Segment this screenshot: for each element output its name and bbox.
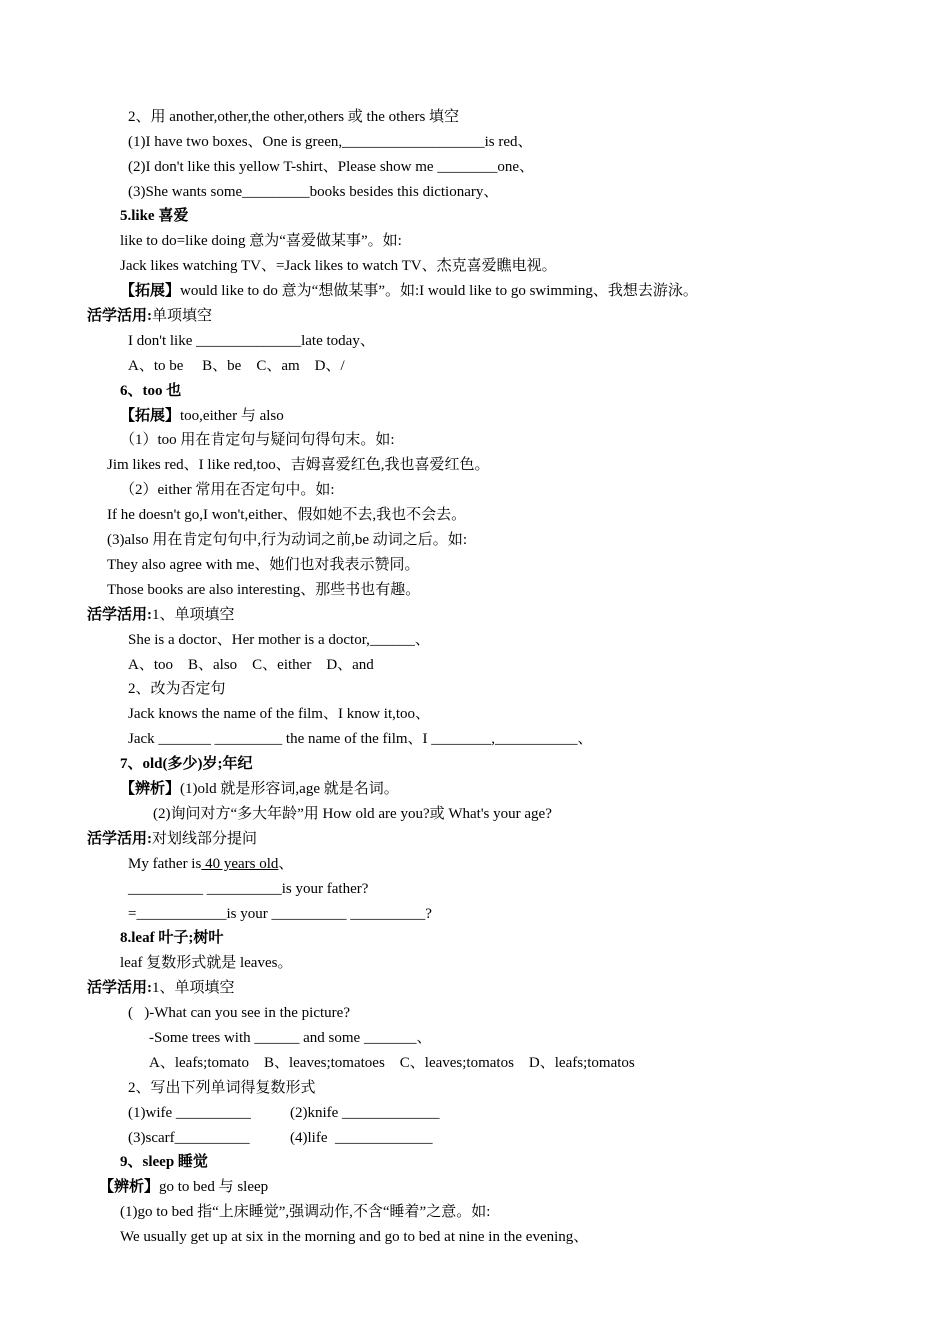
- analysis-note: [99, 1177, 268, 1197]
- exercise-item: (2)I don't like this yellow T-shirt、Please show me ________one、: [128, 159, 534, 175]
- sentence-end: 、: [278, 856, 294, 872]
- exercise-item: Jack _______ _________ the name of the film、I ________,___________、: [128, 731, 593, 747]
- answer-options: A、to be B、be C、am D、/: [128, 358, 345, 374]
- analysis-label: 【辨析】: [99, 1179, 160, 1195]
- exercise-item: Jack knows the name of the film、I know it,too、: [128, 706, 431, 722]
- paragraph: like to do=like doing 意为“喜爱做某事”。如:: [120, 233, 402, 249]
- exercise-item: [128, 854, 293, 874]
- exercise-item: (4)life _____________: [290, 1130, 433, 1146]
- exercise-item: I don't like ______________late today、: [128, 333, 375, 349]
- practice-heading: [87, 306, 212, 326]
- paragraph: (3)also 用在肯定句句中,行为动词之前,be 动词之后。如:: [107, 532, 467, 548]
- extension-label: 【拓展】: [120, 283, 181, 299]
- exercise-item: She is a doctor、Her mother is a doctor,______、: [128, 632, 430, 648]
- practice-task: 1、单项填空: [152, 607, 235, 623]
- section-heading-sleep: 9、sleep 睡觉: [120, 1154, 208, 1170]
- example-sentence: Jim likes red、I like red,too、吉姆喜爱红色,我也喜爱红色。: [107, 457, 490, 473]
- paragraph: leaf 复数形式就是 leaves。: [120, 955, 293, 971]
- practice-label: 活学活用:: [87, 980, 152, 996]
- paragraph: (1)go to bed 指“上床睡觉”,强调动作,不含“睡着”之意。如:: [120, 1204, 491, 1220]
- exercise-heading: 2、改为否定句: [128, 681, 226, 697]
- example-sentence: We usually get up at six in the morning and go to bed at nine in the evening、: [120, 1229, 589, 1245]
- answer-options: A、too B、also C、either D、and: [128, 657, 374, 673]
- practice-heading: [87, 605, 235, 625]
- paragraph: （2）either 常用在否定句中。如:: [120, 482, 335, 498]
- practice-label: 活学活用:: [87, 831, 152, 847]
- practice-task: 对划线部分提问: [152, 831, 258, 847]
- extension-text: too,either 与 also: [180, 408, 284, 424]
- exercise-item: (2)knife _____________: [290, 1105, 440, 1121]
- practice-label: 活学活用:: [87, 607, 152, 623]
- analysis-note: [120, 779, 399, 799]
- practice-label: 活学活用:: [87, 308, 152, 324]
- section-heading-like: 5.like 喜爱: [120, 208, 189, 224]
- extension-note: [120, 406, 284, 426]
- exercise-item: -Some trees with ______ and some _______、: [149, 1030, 432, 1046]
- extension-label: 【拓展】: [120, 408, 181, 424]
- practice-task: 1、单项填空: [152, 980, 235, 996]
- section-heading-leaf: 8.leaf 叶子;树叶: [120, 930, 224, 946]
- exercise-item: __________ __________is your father?: [128, 881, 369, 897]
- exercise-item: (3)scarf__________: [128, 1130, 250, 1146]
- example-sentence: Those books are also interesting、那些书也有趣。: [107, 582, 421, 598]
- paragraph: （1）too 用在肯定句与疑问句得句末。如:: [120, 432, 395, 448]
- paragraph: (2)询问对方“多大年龄”用 How old are you?或 What's your age?: [153, 806, 552, 822]
- answer-options: A、leafs;tomato B、leaves;tomatoes C、leaves;tomatos D、leafs;tomatos: [149, 1055, 635, 1071]
- exercise-heading: 2、用 another,other,the other,others 或 the others 填空: [128, 109, 460, 125]
- extension-text: would like to do 意为“想做某事”。如:I would like to go swimming、我想去游泳。: [180, 283, 698, 299]
- practice-heading: [87, 978, 235, 998]
- analysis-text: go to bed 与 sleep: [159, 1179, 269, 1195]
- exercise-item: (3)She wants some_________books besides this dictionary、: [128, 184, 499, 200]
- practice-task: 单项填空: [152, 308, 213, 324]
- section-heading-old: 7、old(多少)岁;年纪: [120, 756, 253, 772]
- exercise-item: ( )-What can you see in the picture?: [128, 1005, 350, 1021]
- exercise-heading: 2、写出下列单词得复数形式: [128, 1080, 316, 1096]
- practice-heading: [87, 829, 257, 849]
- section-heading-too: 6、too 也: [120, 383, 182, 399]
- exercise-item: (1)I have two boxes、One is green,___________________is red、: [128, 134, 533, 150]
- exercise-item: (1)wife __________: [128, 1105, 251, 1121]
- exercise-item: =____________is your __________ __________?: [128, 906, 432, 922]
- example-sentence: They also agree with me、她们也对我表示赞同。: [107, 557, 420, 573]
- underlined-phrase: 40 years old: [201, 856, 279, 872]
- example-sentence: If he doesn't go,I won't,either、假如她不去,我也不会去。: [107, 507, 467, 523]
- extension-note: [120, 281, 698, 301]
- sentence-start: My father is: [128, 856, 202, 872]
- example-sentence: Jack likes watching TV、=Jack likes to watch TV、杰克喜爱瞧电视。: [120, 258, 557, 274]
- analysis-text: (1)old 就是形容词,age 就是名词。: [180, 781, 399, 797]
- analysis-label: 【辨析】: [120, 781, 181, 797]
